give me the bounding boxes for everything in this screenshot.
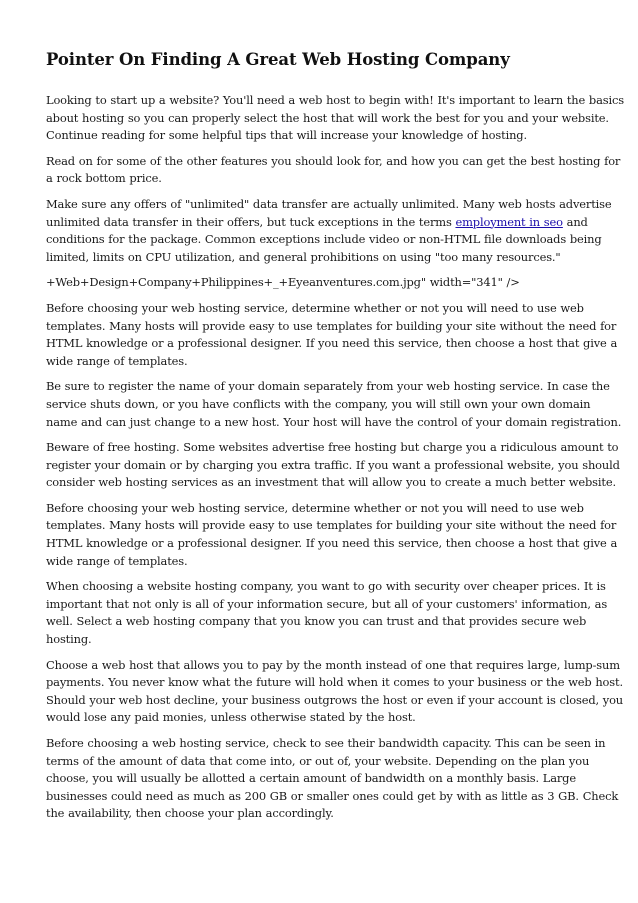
text-line: wide range of templates. (46, 553, 188, 568)
body-paragraph (46, 657, 624, 727)
text-line: +Web+Design+Company+Philippines+_+Eyeanventures.com.jpg" width="341" /> (46, 275, 520, 290)
text-line: about hosting so you can properly select the host that will work the best for you and your website. (46, 110, 609, 125)
text-line: wide range of templates. (46, 353, 188, 368)
body-paragraph (46, 735, 619, 823)
text-line: well. Select a web hosting company that you know you can trust and that provides secure web (46, 614, 587, 629)
text-line: Looking to start up a website? You'll need a web host to begin with! It's important to learn the basics (46, 93, 624, 107)
text-line: hosting. (46, 632, 92, 647)
text-line: register your domain or by charging you extra traffic. If you want a professional website, you should (46, 457, 620, 472)
body-paragraph (46, 92, 624, 145)
text-line: templates. Many hosts will provide easy to use templates for building your site without the need for (46, 318, 617, 333)
body-paragraph (46, 378, 622, 431)
text-line: choose, you will usually be allotted a certain amount of bandwidth on a monthly basis. Large (46, 771, 576, 786)
body-paragraph (46, 153, 621, 188)
text-line: Continue reading for some helpful tips that will increase your knowledge of hosting. (46, 128, 527, 143)
link-line-before: unlimited data transfer in their offers, but tuck exceptions in the terms (46, 214, 456, 229)
text-line: Beware of free hosting. Some websites advertise free hosting but charge you a ridiculous amount to (46, 440, 619, 455)
text-line: templates. Many hosts will provide easy to use templates for building your site without the need for (46, 518, 617, 533)
text-line-with-link (46, 214, 594, 232)
text-line: Should your web host decline, your business outgrows the host or even if your account is closed, you (46, 692, 624, 707)
body-paragraph (46, 578, 608, 648)
text-line: businesses could need as much as 200 GB or smaller ones could get by with as little as 3 GB. Check (46, 788, 619, 803)
link-line-after: and (562, 214, 588, 229)
text-line: service shuts down, or you have conflicts with the company, you will still own your own domain (46, 396, 591, 411)
body-paragraph (46, 439, 620, 492)
text-line: When choosing a website hosting company, you want to go with security over cheaper prices. It is (46, 579, 606, 594)
text-line: HTML knowledge or a professional designer. If you need this service, then choose a host that give a (46, 336, 618, 351)
employment-in-seo-link[interactable]: employment in seo (455, 214, 563, 229)
text-line: a rock bottom price. (46, 171, 162, 186)
document-title: Pointer On Finding A Great Web Hosting Company (46, 50, 510, 69)
text-line: Before choosing a web hosting service, check to see their bandwidth capacity. This can be seen in (46, 736, 606, 750)
text-line: limited, limits on CPU utilization, and general prohibitions on using "too many resources." (46, 249, 561, 264)
text-line: Make sure any offers of "unlimited" data transfer are actually unlimited. Many web hosts advertise (46, 196, 612, 211)
body-paragraph (46, 196, 612, 266)
text-line: would lose any paid monies, unless otherwise stated by the host. (46, 710, 416, 725)
text-line: important that not only is all of your information secure, but all of your customers' information, as (46, 596, 608, 611)
text-line: Choose a web host that allows you to pay by the month instead of one that requires large, lump-sum (46, 657, 620, 672)
body-paragraph (46, 274, 594, 292)
text-line: payments. You never know what the future will hold when it comes to your business or the web host. (46, 675, 623, 690)
text-line: the availability, then choose your plan accordingly. (46, 806, 334, 821)
body-paragraph (46, 300, 618, 370)
document-page (46, 48, 624, 831)
text-line: name and can just change to a new host. Your host will have the control of your domain registration. (46, 414, 622, 429)
body-paragraph (46, 500, 618, 570)
text-line: conditions for the package. Common exceptions include video or non-HTML file downloads being (46, 232, 602, 247)
text-line: Read on for some of the other features you should look for, and how you can get the best hosting for (46, 153, 621, 168)
document-body (46, 92, 624, 823)
text-line: terms of the amount of data that come into, or out of, your website. Depending on the plan you (46, 753, 590, 768)
text-line: Before choosing your web hosting service, determine whether or not you will need to use web (46, 300, 584, 315)
text-line: Be sure to register the name of your domain separately from your web hosting service. In case the (46, 379, 610, 394)
text-line: Before choosing your web hosting service, determine whether or not you will need to use web (46, 500, 584, 515)
text-line: HTML knowledge or a professional designer. If you need this service, then choose a host that give a (46, 536, 618, 551)
text-line: consider web hosting services as an investment that will allow you to create a much better website. (46, 475, 616, 490)
